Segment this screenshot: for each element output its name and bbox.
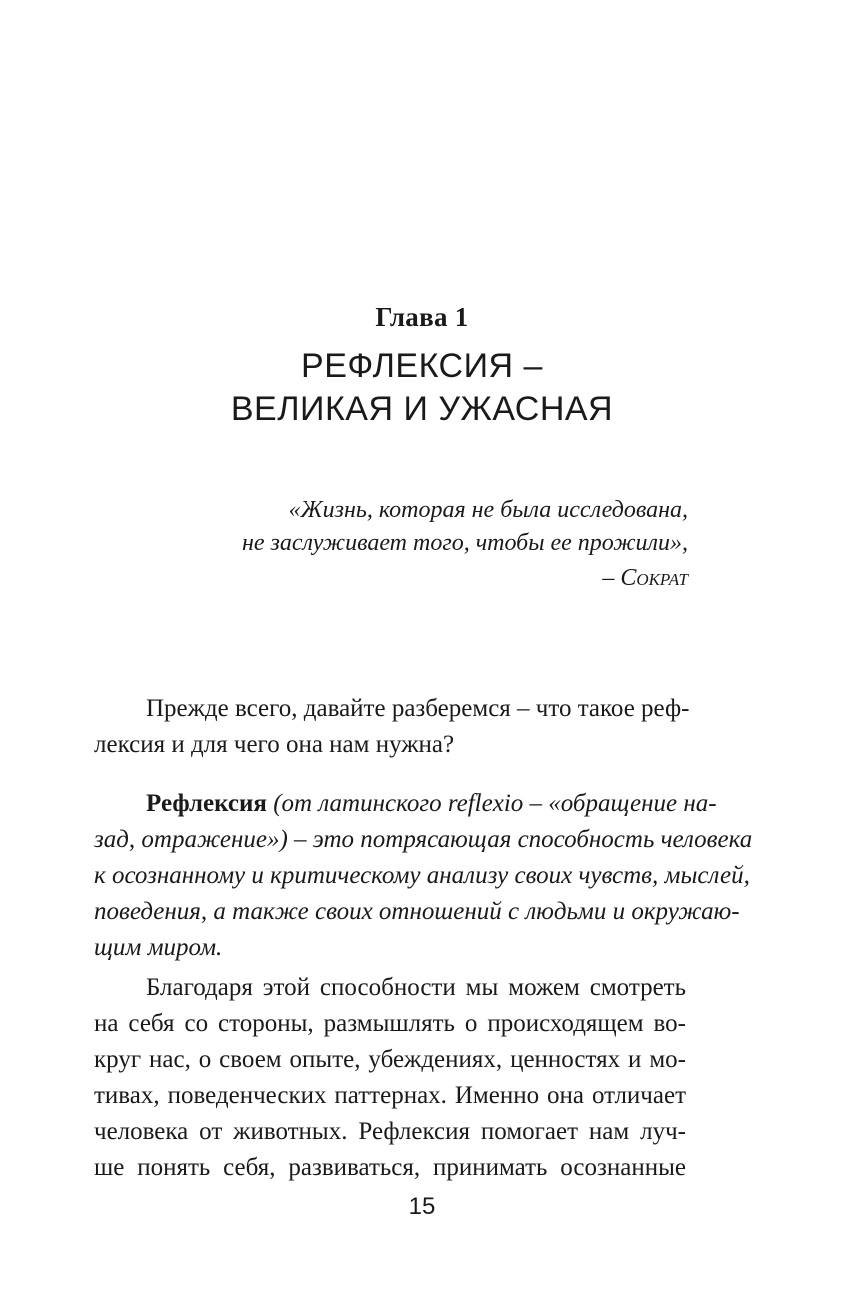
epigraph xyxy=(128,494,688,595)
chapter-title-line: ВЕЛИКАЯ И УЖАСНАЯ xyxy=(230,390,614,428)
chapter-label: Глава 1 xyxy=(375,302,469,332)
epigraph-line: «Жизнь, которая не была исследована, xyxy=(288,497,688,523)
paragraph-line: человека от животных. Рефлексия помогает нам луч- xyxy=(94,1118,686,1145)
paragraph-line: Прежде всего, давайте разберемся – что такое реф- xyxy=(146,695,690,722)
definition-paragraph xyxy=(94,786,753,966)
paragraph-line xyxy=(94,786,717,822)
chapter-title-line: РЕФЛЕКСИЯ – xyxy=(301,347,543,385)
paragraph-line: Благодаря этой способности мы можем смотреть xyxy=(146,974,686,1001)
paragraph-line: щим миром. xyxy=(94,934,223,961)
page-number: 15 xyxy=(408,1193,436,1220)
chapter-title xyxy=(150,345,694,431)
paragraph-line: круг нас, о своем опыте, убеждениях, ценностях и мо- xyxy=(94,1046,686,1073)
paragraph-line: ше понять себя, развиваться, принимать осознанные xyxy=(94,1154,686,1181)
paragraph-line: поведения, а также своих отношений с людьми и окружаю- xyxy=(94,898,740,925)
paragraph xyxy=(94,970,686,1186)
paragraph-line: к осознанному и критическому анализу своих чувств, мыслей, xyxy=(94,862,750,889)
paragraph-line: на себя со стороны, размышлять о происходящем во- xyxy=(94,1010,686,1037)
paragraph xyxy=(94,691,690,763)
epigraph-author: – Сократ xyxy=(602,565,688,591)
paragraph-line: тивах, поведенческих паттернах. Именно она отличает xyxy=(94,1082,686,1109)
paragraph-line-text: (от латинского reflexio – «обращение на- xyxy=(266,790,717,817)
paragraph-line: зад, отражение») – это потрясающая способность человека xyxy=(94,826,753,853)
paragraph-line: лексия и для чего она нам нужна? xyxy=(94,731,455,758)
epigraph-line: не заслуживает того, чтобы ее прожили», xyxy=(241,530,688,556)
defined-term: Рефлексия xyxy=(146,790,267,817)
